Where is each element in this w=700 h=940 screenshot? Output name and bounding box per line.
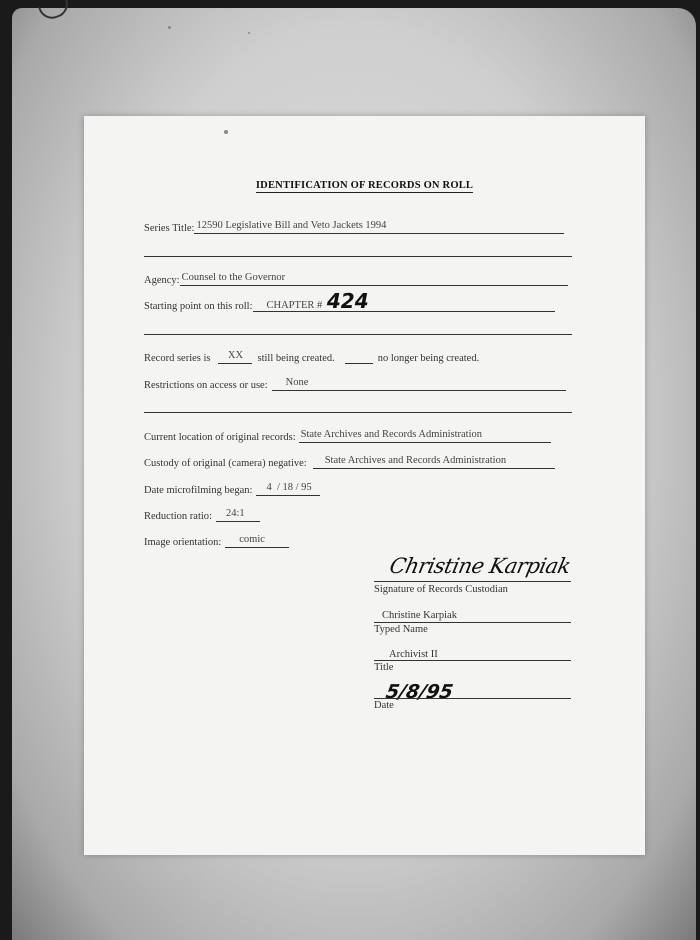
series-title-label: Series Title: [144,223,195,234]
typed-name-line[interactable] [374,622,571,623]
blank-line [144,334,572,335]
typed-name-label: Typed Name [374,624,428,635]
no-longer-created-mark[interactable] [345,350,373,364]
title-label: Title [374,662,394,673]
blank-line [144,412,572,413]
restrictions-label: Restrictions on access or use: [144,380,268,391]
no-longer-created-text: no longer being created. [377,353,480,364]
current-location-row [144,429,551,443]
dust-speck [224,130,228,134]
agency-row [144,272,568,286]
form-heading: IDENTIFICATION OF RECORDS ON ROLL [255,180,474,191]
reduction-row [144,508,260,522]
custody-row [144,455,555,469]
title-line[interactable] [374,660,571,661]
starting-point-row [144,289,555,313]
title-value: Archivist II [389,649,438,660]
records-form-sheet [84,116,645,855]
starting-point-label: Starting point on this roll: [144,301,253,312]
blank-line [144,256,572,257]
restrictions-row [144,377,566,391]
custody-field[interactable]: State Archives and Records Administration [313,455,555,469]
handwritten-date: 5/8/95 [384,681,455,703]
agency-label: Agency: [144,275,180,286]
date-began-label: Date microfilming began: [144,485,253,496]
restrictions-field[interactable]: None [272,377,566,391]
typed-name-value: Christine Karpiak [382,610,457,621]
handwritten-signature: Christine Karpiak [387,554,573,578]
film-corner-mark [38,0,72,23]
handwritten-chapter-number: 424 [326,289,369,313]
current-location-label: Current location of original records: [144,432,296,443]
orientation-field[interactable]: comic [225,534,289,548]
date-line[interactable] [374,698,571,699]
agency-field[interactable]: Counsel to the Governor [180,272,568,286]
still-created-mark[interactable]: XX [218,350,252,364]
date-label: Date [374,700,394,711]
orientation-row [144,534,289,548]
series-title-field[interactable]: 12590 Legislative Bill and Veto Jackets 1994 [194,220,564,234]
series-title-row [144,220,564,234]
current-location-field[interactable]: State Archives and Records Administration [299,429,551,443]
custody-label: Custody of original (camera) negative: [144,458,307,469]
starting-point-field[interactable] [253,289,555,313]
reduction-field[interactable]: 24:1 [216,508,260,522]
record-series-label: Record series is [144,353,211,364]
reduction-label: Reduction ratio: [144,511,212,522]
date-began-field[interactable]: 4 / 18 / 95 [256,482,320,496]
date-began-row [144,482,320,496]
orientation-label: Image orientation: [144,537,222,548]
dust-speck [168,26,171,29]
chapter-prefix: CHAPTER # [266,300,323,311]
signature-label: Signature of Records Custodian [374,584,508,595]
signature-line[interactable] [374,581,571,582]
dust-speck [248,32,250,34]
record-series-row [144,350,479,364]
still-created-text: still being created. [257,353,335,364]
